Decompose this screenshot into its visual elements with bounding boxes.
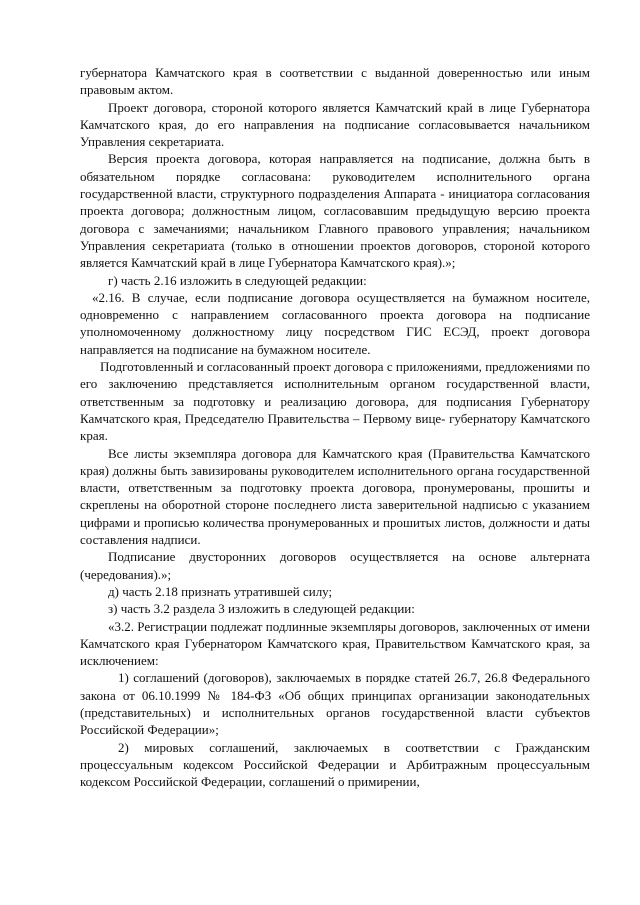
- paragraph-prepared-project: Подготовленный и согласованный проект договора с приложениями, предложениями по его заключению представляется исполнительным органом государственной власти, ответственным за подготовку и реализацию договора, для подписания Губернатору Камчатского края, Председателю Правительства – Первому вице- губернатору Камчатского края.: [80, 359, 590, 444]
- paragraph-item-g: г) часть 2.16 изложить в следующей редакции:: [108, 272, 367, 288]
- paragraph-exception-1: 1) соглашений (договоров), заключаемых в порядке статей 26.7, 26.8 Федерального закона от 06.10.1999 № 184-ФЗ «Об общих принципах организации законодательных (представительных) и исполнительных органов государственной власти субъектов Российской Федерации»;: [80, 670, 590, 738]
- paragraph-continuation: губернатора Камчатского края в соответствии с выданной доверенностью или иным правовым актом.: [80, 65, 590, 98]
- paragraph-exception-2: 2) мировых соглашений, заключаемых в соответствии с Гражданским процессуальным кодексом Российской Федерации и Арбитражным процессуальным кодексом Российской Федерации, соглашений о примирении,: [80, 739, 590, 790]
- paragraph-2-16: «2.16. В случае, если подписание договора осуществляется на бумажном носителе, одновременно с направлением согласованного проекта договора на подписание уполномоченному должностному лицу посредством ГИС ЕСЭД, проект договора направляется на подписание на бумажном носителе.: [80, 289, 590, 357]
- paragraph-version-approval: Версия проекта договора, которая направляется на подписание, должна быть в обязательном порядке согласована: руководителем исполнительного органа государственной власти, структурного подразделения Аппарата - инициатора согласования проекта договора; должностным лицом, согласовавшим предыдущую версию проекта договора с замечаниями; начальником Главного правового управления; начальником Управления секретариата (только в отношении проектов договоров, стороной которого является Камчатский край в лице Губернатора Камчатского края).»;: [80, 151, 590, 271]
- paragraph-project-approval: Проект договора, стороной которого является Камчатский край в лице Губернатора Камчатского края, до его направления на подписание согласовывается начальником Управления секретариата.: [80, 99, 590, 150]
- document-body: [80, 64, 590, 790]
- paragraph-sheets-endorsement: Все листы экземпляра договора для Камчатского края (Правительства Камчатского края) должны быть завизированы руководителем исполнительного органа государственной власти, ответственным за подготовку проекта договора, пронумерованы, прошиты и скреплены на оборотной стороне последнего листа заверительной надписью с указанием цифрами и прописью количества пронумерованных и прошитых листов, должности и даты составления надписи.: [80, 445, 590, 548]
- paragraph-item-d: д) часть 2.18 признать утратившей силу;: [108, 583, 333, 599]
- paragraph-bilateral-signing: Подписание двусторонних договоров осуществляется на основе альтерната (чередования).»;: [80, 549, 590, 582]
- paragraph-item-z: з) часть 3.2 раздела 3 изложить в следующей редакции:: [108, 601, 415, 617]
- paragraph-3-2: «3.2. Регистрации подлежат подлинные экземпляры договоров, заключенных от имени Камчатского края Губернатором Камчатского края, Правительством Камчатского края, за исключением:: [80, 618, 590, 669]
